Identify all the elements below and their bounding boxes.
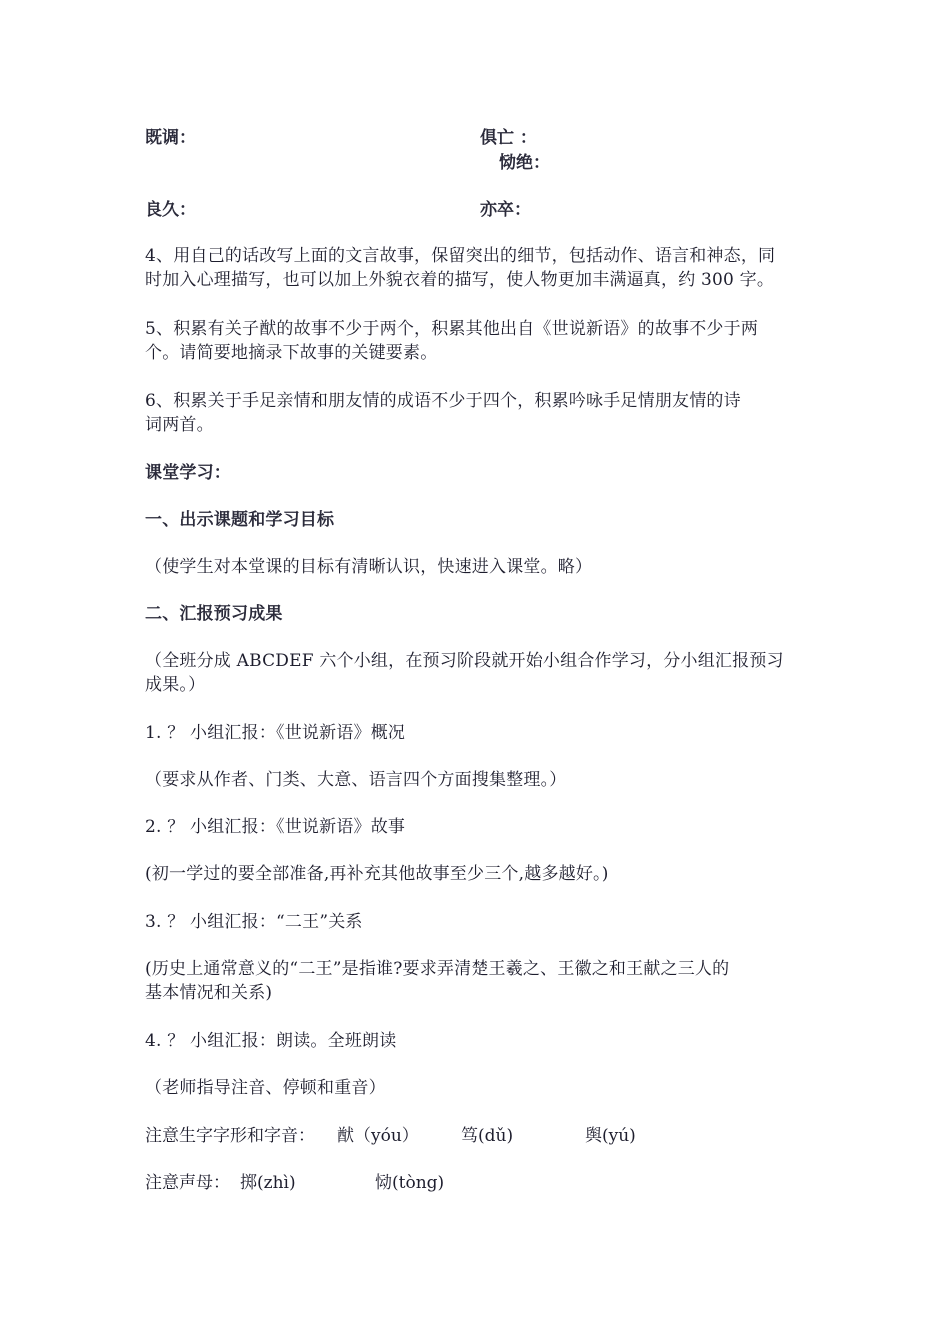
word-tong: 恸(tòng) <box>375 1173 445 1193</box>
vocab-yizu: 亦卒： <box>480 200 531 220</box>
initials-label: 注意声母： <box>145 1173 230 1193</box>
section1-heading: 一、出示课题和学习目标 <box>145 510 335 530</box>
report4: 4. ？ 小组汇报：朗读。全班朗读 <box>145 1031 397 1051</box>
vocab-juwang: 俱亡 ： <box>480 128 537 148</box>
task5-line2: 个。请简要地摘录下故事的关键要素。 <box>145 343 438 363</box>
task4-line1: 4、用自己的话改写上面的文言故事，保留突出的细节，包括动作、语言和神态，同 <box>145 246 776 266</box>
report2-note: (初一学过的要全部准备,再补充其他故事至少三个,越多越好。) <box>145 864 609 884</box>
section2-note-line1: （全班分成 ABCDEF 六个小组，在预习阶段就开始小组合作学习，分小组汇报预习 <box>145 651 784 671</box>
word-you: 猷（yóu） <box>337 1126 419 1146</box>
report2: 2. ？ 小组汇报：《世说新语》故事 <box>145 817 406 837</box>
report1: 1. ？ 小组汇报：《世说新语》概况 <box>145 723 406 743</box>
vocab-jidiao: 既调： <box>145 128 196 148</box>
report4-note: （老师指导注音、停顿和重音） <box>145 1078 386 1098</box>
report3: 3. ？ 小组汇报：“二王”关系 <box>145 912 363 932</box>
word-du: 笃(dǔ) <box>461 1126 514 1146</box>
task4-line2: 时加入心理描写，也可以加上外貌衣着的描写，使人物更加丰满逼真，约 300 字。 <box>145 270 775 290</box>
section1-note: （使学生对本堂课的目标有清晰认识，快速进入课堂。略） <box>145 557 593 577</box>
section2-note-line2: 成果。） <box>145 675 206 695</box>
report3-note-line1: (历史上通常意义的“二王”是指谁?要求弄清楚王羲之、王徽之和王献之三人的 <box>145 959 730 979</box>
task6-line1: 6、积累关于手足亲情和朋友情的成语不少于四个，积累吟咏手足情朋友情的诗 <box>145 391 741 411</box>
task6-line2: 词两首。 <box>145 415 214 435</box>
classroom-heading: 课堂学习： <box>145 463 231 483</box>
vocab-tongjue: 恸绝： <box>499 153 550 173</box>
report1-note: （要求从作者、门类、大意、语言四个方面搜集整理。） <box>145 770 567 790</box>
word-zhi: 掷(zhì) <box>240 1173 296 1193</box>
report3-note-line2: 基本情况和关系) <box>145 983 273 1003</box>
vocab-liangjiu: 良久： <box>145 200 196 220</box>
section2-heading: 二、汇报预习成果 <box>145 604 283 624</box>
word-yu: 舆(yú) <box>585 1126 636 1146</box>
task5-line1: 5、积累有关子猷的故事不少于两个，积累其他出自《世说新语》的故事不少于两 <box>145 319 759 339</box>
pronunciation-label: 注意生字字形和字音： <box>145 1126 315 1146</box>
